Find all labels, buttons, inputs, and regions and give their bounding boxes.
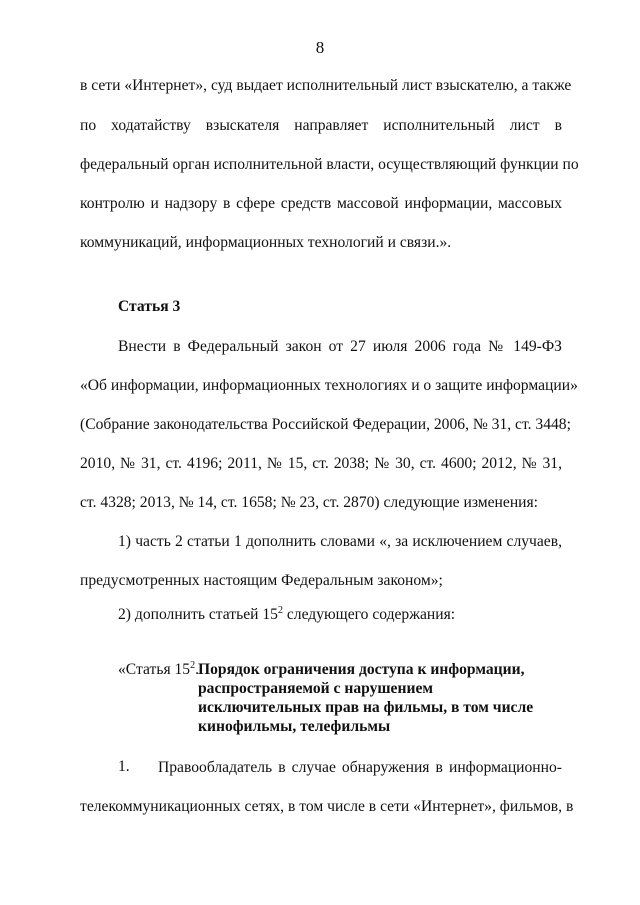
text-line: «Об информации, информационных технологиях и о защите информации»	[80, 377, 578, 394]
new-article-title-line: распространяемой с нарушением	[198, 680, 433, 697]
text-line: в сети «Интернет», суд выдает исполнительный лист взыскателю, а также	[80, 77, 572, 94]
new-article-title-line: кинофильмы, телефильмы	[198, 718, 391, 735]
superscript: 2	[190, 660, 196, 671]
text-line: Внести в Федеральный закон от 27 июля 2006 года № 149-ФЗ	[118, 338, 562, 355]
new-article-label	[118, 661, 199, 679]
text-line: по ходатайству взыскателя направляет исполнительный лист в	[80, 117, 562, 134]
new-article-prefix-dot: .	[195, 661, 200, 678]
text-line: Правообладатель в случае обнаружения в информационно-	[158, 759, 562, 776]
superscript: 2	[277, 605, 283, 616]
new-article-title-line: исключительных прав на фильмы, в том числе	[198, 699, 534, 716]
item-2-text-after: следующего содержания:	[282, 606, 456, 623]
text-line: контролю и надзору в сфере средств массовой информации, массовых	[80, 195, 562, 212]
text-line: коммуникаций, информационных технологий и связи.».	[80, 234, 452, 251]
new-article-title-line: Порядок ограничения доступа к информации,	[198, 661, 525, 678]
page-number: 8	[315, 38, 325, 57]
new-article-prefix: «Статья 15	[118, 661, 191, 678]
text-line: 1) часть 2 статьи 1 дополнить словами «, за исключением случаев,	[118, 533, 562, 550]
text-line: телекоммуникационных сетях, в том числе в сети «Интернет», фильмов, в	[80, 798, 574, 815]
item-2-line	[118, 605, 562, 625]
clause-number: 1.	[118, 758, 130, 775]
text-line: 2010, № 31, ст. 4196; 2011, № 15, ст. 2038; № 30, ст. 4600; 2012, № 31,	[80, 455, 562, 472]
text-line: ст. 4328; 2013, № 14, ст. 1658; № 23, ст. 2870) следующие изменения:	[80, 494, 539, 511]
text-line: предусмотренных настоящим Федеральным законом»;	[80, 572, 443, 589]
item-2-text: 2) дополнить статьей 15	[118, 606, 278, 623]
text-line: (Собрание законодательства Российской Федерации, 2006, № 31, ст. 3448;	[80, 416, 571, 433]
text-line: федеральный орган исполнительной власти, осуществляющий функции по	[80, 156, 579, 173]
article-3-heading: Статья 3	[118, 298, 181, 315]
